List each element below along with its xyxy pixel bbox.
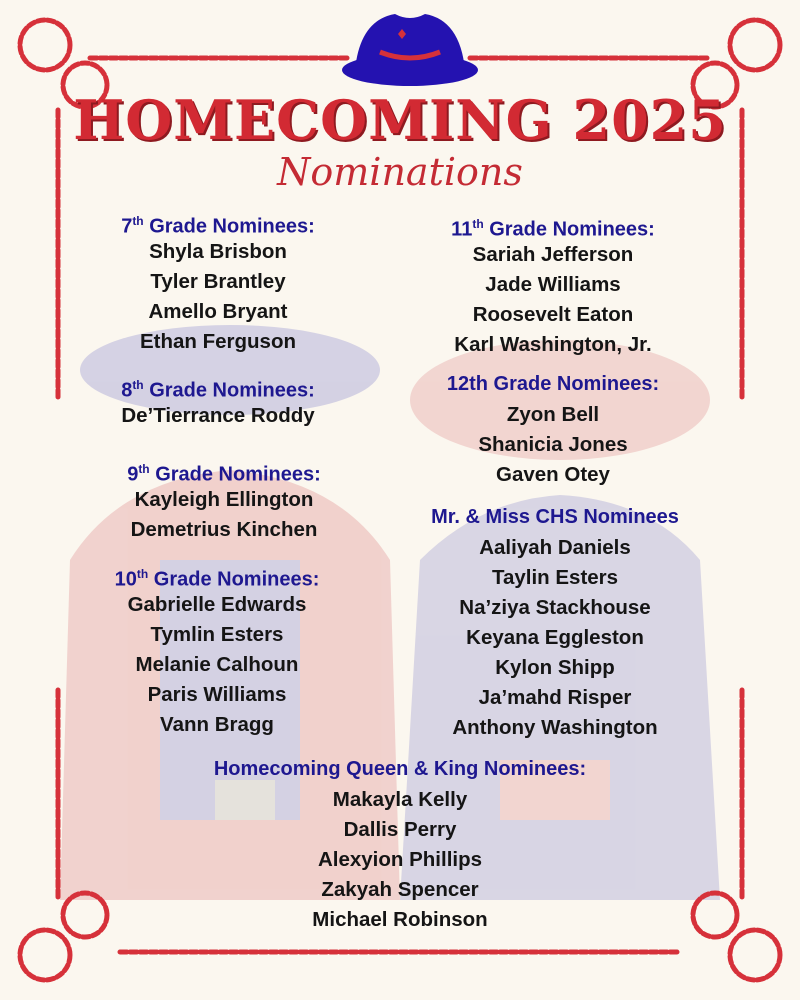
nominee-name: Melanie Calhoun xyxy=(135,653,299,676)
nominee-name: Paris Williams xyxy=(147,683,287,706)
cowboy-hat-icon xyxy=(342,14,478,86)
nominee-name: Keyana Eggleston xyxy=(466,626,644,649)
group-7th-grade xyxy=(88,207,348,357)
nominee-name: De’Tierrance Roddy xyxy=(121,404,315,427)
nominee-name: Gabrielle Edwards xyxy=(127,593,307,616)
group-queen-king xyxy=(180,755,620,935)
page-subtitle: Nominations xyxy=(277,150,523,194)
group-heading: 11th Grade Nominees: xyxy=(451,217,655,241)
group-10th-grade xyxy=(86,560,348,740)
group-heading: 9th Grade Nominees: xyxy=(127,462,321,486)
nominee-name: Anthony Washington xyxy=(452,716,658,739)
nominee-name: Shanicia Jones xyxy=(478,433,628,456)
group-8th-grade xyxy=(88,371,348,431)
nominee-name: Michael Robinson xyxy=(312,908,488,931)
nominee-name: Ja’mahd Risper xyxy=(478,686,632,709)
page-title: HOMECOMING 2025 xyxy=(73,88,727,152)
nominee-name: Karl Washington, Jr. xyxy=(454,333,652,356)
nominee-name: Roosevelt Eaton xyxy=(472,303,634,326)
nominee-name: Shyla Brisbon xyxy=(149,240,287,263)
nominee-name: Na’ziya Stackhouse xyxy=(459,596,651,619)
nominee-name: Dallis Perry xyxy=(343,818,457,841)
nominee-name: Demetrius Kinchen xyxy=(130,518,318,541)
nominee-name: Kylon Shipp xyxy=(495,656,615,679)
group-11th-grade xyxy=(420,210,686,360)
group-mr-miss-chs xyxy=(410,503,700,743)
nominee-name: Aaliyah Daniels xyxy=(479,536,631,559)
nominee-name: Vann Bragg xyxy=(160,713,274,736)
nominee-name: Ethan Ferguson xyxy=(139,330,297,353)
group-heading: Homecoming Queen & King Nominees: xyxy=(213,758,587,780)
nominee-name: Makayla Kelly xyxy=(332,788,468,811)
group-heading: 10th Grade Nominees: xyxy=(114,567,320,591)
group-9th-grade xyxy=(94,455,354,545)
group-12th-grade xyxy=(420,370,686,490)
nominee-name: Gaven Otey xyxy=(496,463,610,486)
nominee-name: Taylin Esters xyxy=(491,566,619,589)
group-heading: 7th Grade Nominees: xyxy=(121,214,315,238)
group-heading: 8th Grade Nominees: xyxy=(121,378,315,402)
nominee-name: Jade Williams xyxy=(485,273,621,296)
nominee-name: Kayleigh Ellington xyxy=(134,488,314,511)
group-heading: Mr. & Miss CHS Nominees xyxy=(431,506,679,528)
nominee-name: Zyon Bell xyxy=(506,403,600,426)
nominee-name: Amello Bryant xyxy=(148,300,288,323)
nominee-name: Zakyah Spencer xyxy=(321,878,479,901)
nominee-name: Tyler Brantley xyxy=(150,270,286,293)
nominee-name: Alexyion Phillips xyxy=(317,848,483,871)
group-heading: 12th Grade Nominees: xyxy=(446,373,660,395)
nominee-name: Tymlin Esters xyxy=(150,623,284,646)
nominee-name: Sariah Jefferson xyxy=(472,243,634,266)
